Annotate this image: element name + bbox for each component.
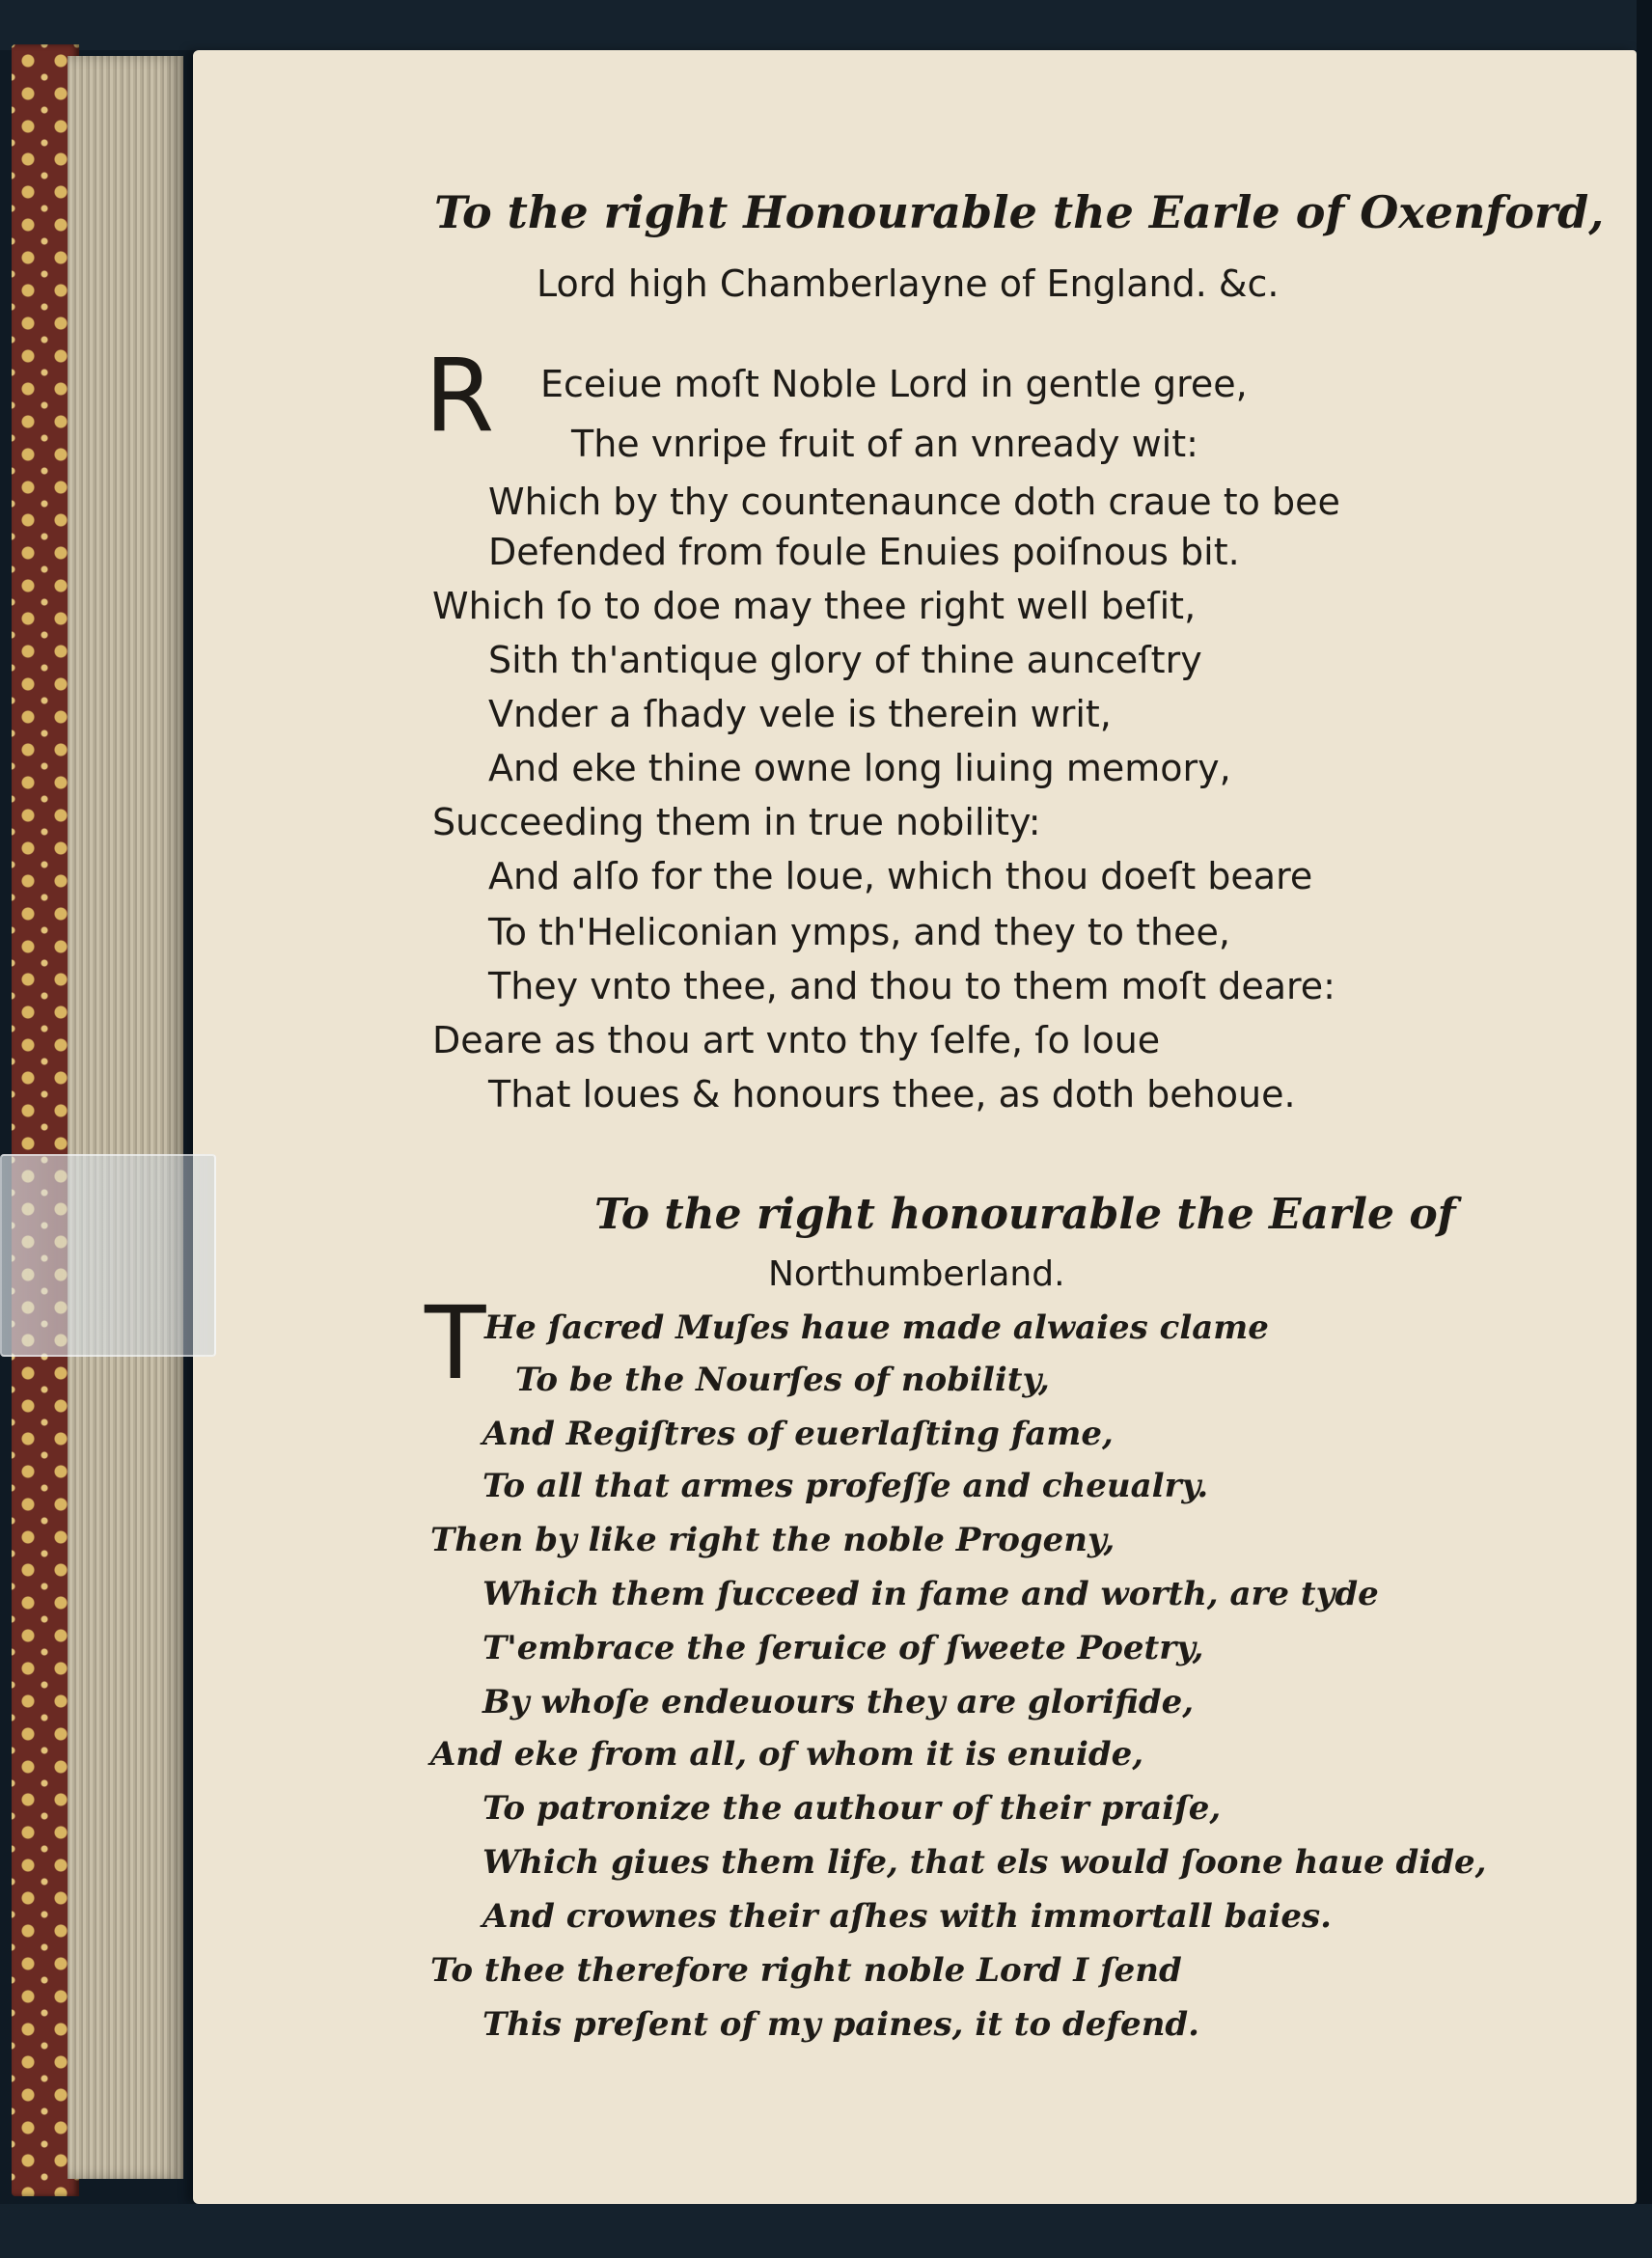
- background-top: [0, 0, 1652, 50]
- dedication-1-line-7: Vnder a ſhady vele is therein writ,: [488, 693, 1112, 735]
- dedication-2-line-4: To all that armes profeſſe and cheualry.: [482, 1467, 1209, 1505]
- dedication-1-dropcap: R: [425, 337, 495, 454]
- dedication-2-subtitle: Northumberland.: [768, 1254, 1065, 1294]
- dedication-2-line-8: By whoſe endeuours they are glorifide,: [482, 1683, 1195, 1721]
- dedication-2-line-11: Which giues them life, that els would ſoone haue dide,: [482, 1843, 1487, 1882]
- dedication-2-line-7: T'embrace the ſeruice of ſweete Poetry,: [482, 1629, 1204, 1667]
- dedication-2-line-13: To thee therefore right noble Lord I ſend: [430, 1951, 1182, 1990]
- dedication-1-line-12: They vnto thee, and thou to them moſt deare:: [488, 965, 1335, 1007]
- dedication-1-line-11: To th'Heliconian ymps, and they to thee,: [488, 911, 1230, 953]
- dedication-2-line-2: To be the Nourſes of nobility,: [515, 1361, 1050, 1399]
- show-through-text: [1370, 289, 1611, 2026]
- dedication-1-line-1: Eceiue moſt Noble Lord in gentle gree,: [540, 363, 1248, 405]
- dedication-1-line-2: The vnripe fruit of an vnready wit:: [571, 423, 1198, 465]
- background-bottom: [0, 2204, 1652, 2258]
- dedication-1-line-4: Defended from foule Enuies poiſnous bit.: [488, 531, 1240, 573]
- background-right: [1637, 0, 1652, 2258]
- dedication-2-line-10: To patronize the authour of their praiſe,: [482, 1789, 1222, 1828]
- dedication-2-line-6: Which them ſucceed in fame and worth, are tyde: [482, 1575, 1379, 1613]
- dedication-1-line-3: Which by thy countenaunce doth craue to bee: [488, 481, 1340, 523]
- dedication-1-line-8: And eke thine owne long liuing memory,: [488, 747, 1231, 789]
- dedication-2-line-5: Then by like right the noble Progeny,: [430, 1521, 1115, 1559]
- dedication-1-line-6: Sith th'antique glory of thine aunceſtry: [488, 639, 1202, 681]
- dedication-2-line-1: He ſacred Muſes haue made alwaies clame: [484, 1308, 1269, 1347]
- dedication-1-title: To the right Honourable the Earle of Oxenford,: [434, 186, 1605, 238]
- dedication-2-line-9: And eke from all, of whom it is enuide,: [430, 1735, 1144, 1774]
- dedication-2-line-14: This preſent of my paines, it to defend.: [482, 2005, 1200, 2044]
- dedication-1-subtitle: Lord high Chamberlayne of England. &c.: [537, 262, 1280, 305]
- dedication-2-line-3: And Regiſtres of euerlaſting fame,: [482, 1415, 1114, 1453]
- dedication-2-line-12: And crownes their aſhes with immortall baies.: [482, 1897, 1332, 1936]
- dedication-1-line-14: That loues & honours thee, as doth behoue.: [488, 1073, 1296, 1115]
- page-clip: [0, 1154, 216, 1357]
- page-edges: [68, 56, 183, 2179]
- dedication-2-title: To the right honourable the Earle of: [594, 1190, 1456, 1239]
- dedication-1-line-5: Which ſo to doe may thee right well beſit,: [432, 585, 1197, 627]
- dedication-1-line-10: And alſo for the loue, which thou doeſt beare: [488, 855, 1313, 897]
- dedication-1-line-13: Deare as thou art vnto thy ſelfe, ſo loue: [432, 1019, 1161, 1061]
- dedication-1-line-9: Succeeding them in true nobility:: [432, 801, 1041, 843]
- dedication-2-dropcap: T: [425, 1284, 486, 1402]
